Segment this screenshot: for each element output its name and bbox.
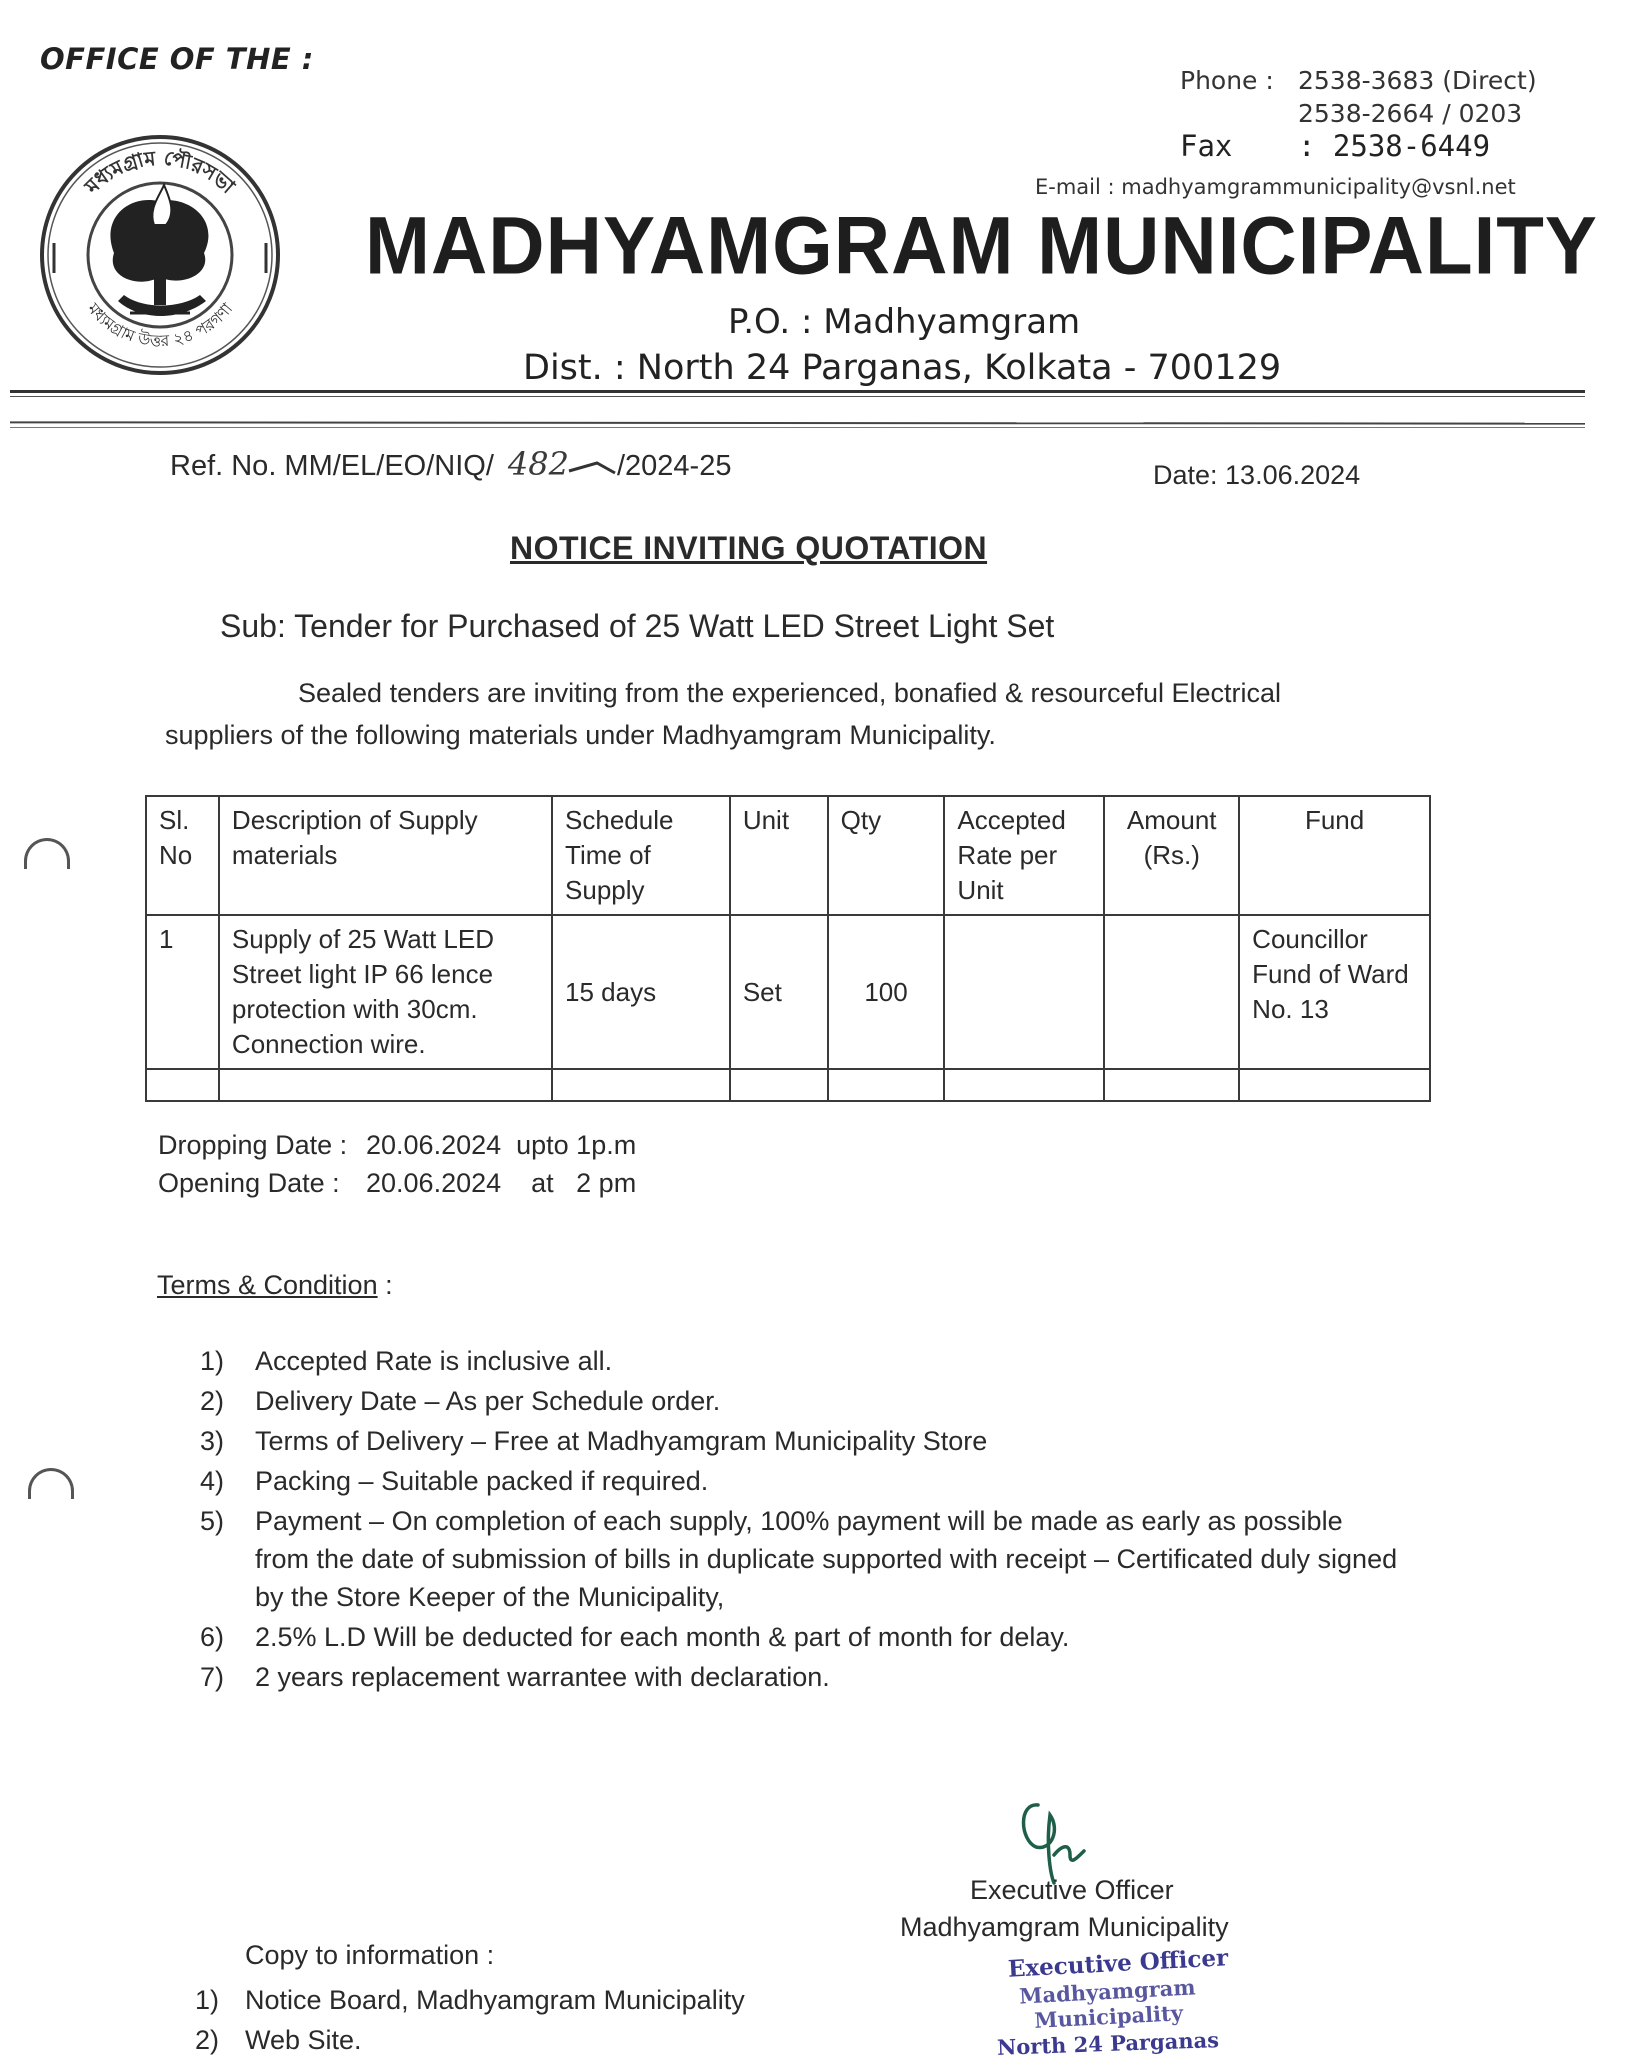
col-header-slno: Sl. No: [146, 796, 219, 915]
phone-label: Phone :: [1180, 66, 1274, 95]
office-label: OFFICE OF THE :: [40, 42, 314, 76]
stamp-line-2: Madhyamgram Municipality: [1018, 1974, 1197, 2033]
col-header-fund: Fund: [1239, 796, 1430, 915]
phone-other: 2538-2664 / 0203: [1298, 99, 1523, 128]
notice-subject: Sub: Tender for Purchased of 25 Watt LED Street Light Set: [220, 608, 1055, 644]
municipality-seal-icon: [30, 125, 290, 385]
stamp-line-1: Executive Officer: [1007, 1944, 1229, 1983]
col-header-amount: Amount (Rs.): [1104, 796, 1239, 915]
signatory-org: Madhyamgram Municipality: [900, 1912, 1229, 1942]
official-stamp: [958, 1944, 1258, 2060]
cell-slno: 1: [146, 915, 219, 1069]
signatory-title: Executive Officer: [970, 1875, 1174, 1905]
email-line: E-mail : madhyamgrammunicipality@vsnl.net: [1035, 175, 1516, 199]
list-item: 2) Delivery Date – As per Schedule order.: [200, 1386, 721, 1416]
col-header-qty: Qty: [828, 796, 945, 915]
col-header-description: Description of Supply materials: [219, 796, 552, 915]
stamp-line-3: North 24 Parganas: [996, 2027, 1220, 2060]
intro-line-2: suppliers of the following materials under Madhyamgram Municipality.: [165, 720, 996, 750]
terms-list: [200, 1342, 1400, 1698]
po-line: P.O. : Madhyamgram: [728, 302, 1081, 342]
fax-label: Fax: [1180, 129, 1233, 163]
cell-amount: [1104, 915, 1239, 1069]
dropping-date-label: Dropping Date :: [158, 1130, 348, 1160]
seal-text-top: মধ্যমগ্রাম পৌরসভা: [79, 145, 240, 199]
list-item: 4) Packing – Suitable packed if required.: [200, 1466, 709, 1496]
cell-schedule: 15 days: [552, 915, 730, 1069]
list-item: 2) Web Site.: [195, 2025, 362, 2055]
intro-line-1: Sealed tenders are inviting from the experienced, bonafied & resourceful Electrical: [298, 678, 1282, 708]
cell-rate: [944, 915, 1104, 1069]
header-divider: [10, 390, 1585, 393]
terms-heading: [157, 1270, 393, 1301]
list-item: 5) Payment – On completion of each supply, 100% payment will be made as early as possible from the date of submission of bills in duplicate supported with receipt – Certificated duly signed by the Store Keeper of the Municipality,: [200, 1506, 1398, 1612]
seal-text-bottom: মধ্যমগ্রাম উত্তর ২৪ পরগণা: [83, 299, 237, 351]
fax-value: : 2538-6449: [1298, 129, 1491, 163]
cell-fund: Councillor Fund of Ward No. 13: [1239, 915, 1430, 1069]
header-divider-lower: [10, 421, 1585, 424]
copy-heading: Copy to information :: [245, 1940, 495, 1970]
supply-table: [145, 795, 1431, 1102]
opening-date-value: 20.06.2024 at 2 pm: [366, 1168, 637, 1198]
reference-number: [170, 445, 731, 483]
org-name: MADHYAMGRAM MUNICIPALITY: [365, 198, 1598, 292]
punch-hole-icon: [28, 1468, 74, 1499]
list-item: 3) Terms of Delivery – Free at Madhyamgram Municipality Store: [200, 1426, 988, 1456]
contact-block: [1180, 64, 1537, 163]
cell-unit: Set: [730, 915, 828, 1069]
list-item: 7) 2 years replacement warrantee with declaration.: [200, 1662, 830, 1692]
district-line: Dist. : North 24 Parganas, Kolkata - 700129: [523, 348, 1282, 388]
opening-date-label: Opening Date :: [158, 1168, 340, 1198]
cell-description: Supply of 25 Watt LED Street light IP 66 lence protection with 30cm. Connection wire.: [219, 915, 552, 1069]
table-header-row: [146, 796, 1430, 915]
table-row: [146, 915, 1430, 1069]
list-item: 1) Notice Board, Madhyamgram Municipality: [195, 1985, 745, 2015]
header-divider-lower-thin: [10, 427, 1585, 428]
punch-hole-icon: [24, 838, 70, 869]
table-row-blank: [146, 1069, 1430, 1101]
col-header-unit: Unit: [730, 796, 828, 915]
list-item: 6) 2.5% L.D Will be deducted for each month & part of month for delay.: [200, 1622, 1070, 1652]
dropping-date-value: 20.06.2024 upto 1p.m: [366, 1130, 637, 1160]
cell-qty: 100: [828, 915, 945, 1069]
col-header-rate: Accepted Rate per Unit: [944, 796, 1104, 915]
ref-handwritten-number: 482: [507, 445, 569, 483]
ref-prefix: Ref. No. MM/EL/EO/NIQ/: [170, 450, 494, 482]
notice-date: Date: 13.06.2024: [1153, 460, 1361, 490]
copy-list: [195, 1980, 745, 2060]
phone-direct: 2538-3683 (Direct): [1298, 66, 1537, 95]
ref-suffix: /2024-25: [616, 450, 732, 482]
header-divider-thin: [10, 396, 1585, 397]
list-item: 1) Accepted Rate is inclusive all.: [200, 1346, 613, 1376]
handwritten-stroke-icon: [567, 457, 617, 477]
notice-title: NOTICE INVITING QUOTATION: [510, 530, 988, 566]
terms-heading-text: Terms & Condition: [157, 1270, 378, 1300]
terms-heading-suffix: :: [377, 1270, 393, 1300]
col-header-schedule: Schedule Time of Supply: [552, 796, 730, 915]
tender-dates: [158, 1126, 636, 1202]
